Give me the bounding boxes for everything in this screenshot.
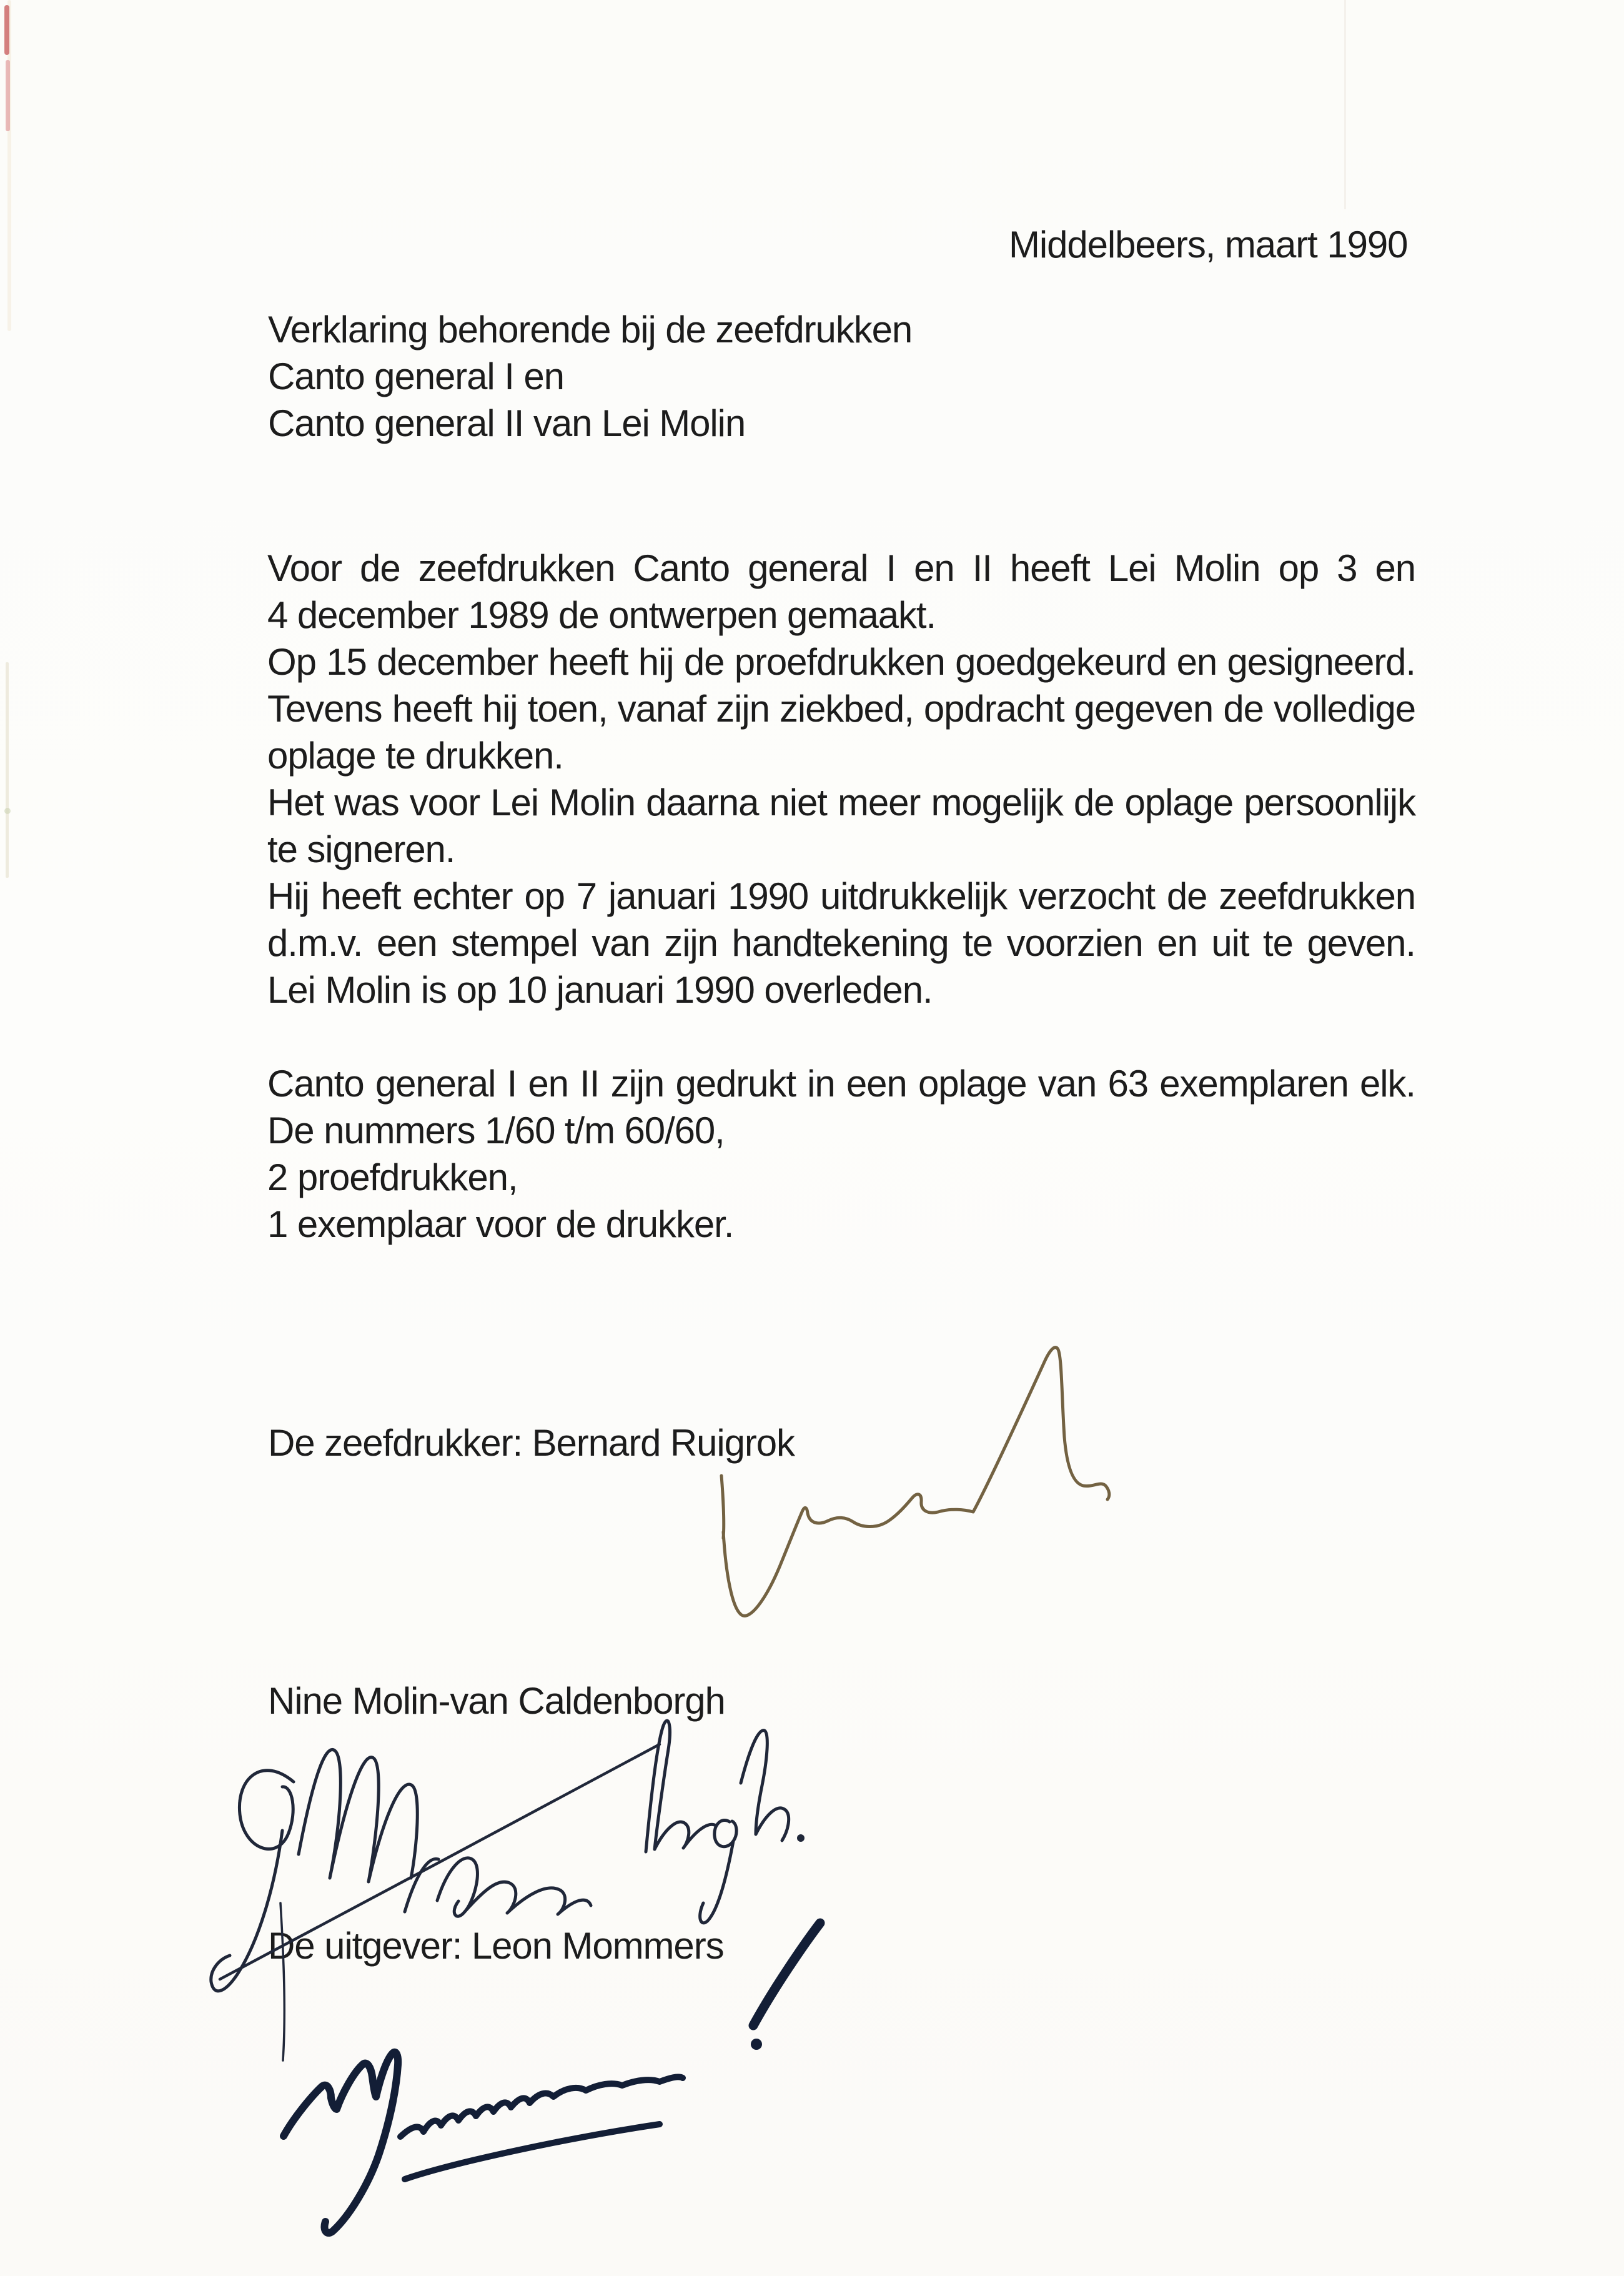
body-line: 4 december 1989 de ontwerpen gemaakt. <box>267 594 936 636</box>
caldenborgh-period-dot <box>797 1834 805 1842</box>
caldenborgh-signature <box>211 1721 805 2060</box>
body-line: De nummers 1/60 t/m 60/60, <box>267 1110 725 1151</box>
body-line: Voor de zeefdrukken Canto general I en II heeft Lei Molin op 3 en <box>267 547 1415 589</box>
heading-line: Canto general I en <box>268 355 564 397</box>
heading-line: Canto general II van Lei Molin <box>268 402 746 444</box>
printer-label: De zeefdrukker: Bernard Ruigrok <box>268 1422 795 1464</box>
body-line: Lei Molin is op 10 januari 1990 overleden. <box>267 969 933 1011</box>
cream-stripe-artifact <box>7 0 11 331</box>
date-line: Middelbeers, maart 1990 <box>1009 224 1408 266</box>
body-line: oplage te drukken. <box>267 735 563 777</box>
publisher-label: De uitgever: Leon Mommers <box>268 1925 724 1967</box>
body-line: Het was voor Lei Molin daarna niet meer mogelijk de oplage persoonlijk <box>267 782 1415 823</box>
mommers-signature <box>284 1923 820 2233</box>
pale-line-artifact <box>6 662 9 878</box>
body-line: Op 15 december heeft hij de proefdrukken goedgekeurd en gesigneerd. <box>267 641 1415 683</box>
exclamation-dot <box>751 2039 762 2050</box>
letter-body <box>267 545 1415 1248</box>
body-line: te signeren. <box>267 828 455 870</box>
exclamation-stroke <box>753 1923 820 2025</box>
body-line: Tevens heeft hij toen, vanaf zijn ziekbed, opdracht gegeven de volledige <box>267 688 1415 730</box>
body-line: d.m.v. een stempel van zijn handtekening te voorzien en uit te geven. <box>267 922 1415 964</box>
widow-label: Nine Molin-van Caldenborgh <box>268 1680 725 1722</box>
speck-artifact <box>4 808 11 814</box>
ruigrok-signature <box>721 1348 1109 1616</box>
heading-line: Verklaring behorende bij de zeefdrukken <box>268 309 913 350</box>
blank-line <box>267 1013 1415 1060</box>
red-mark-top-artifact <box>4 5 9 55</box>
body-line: 2 proefdrukken, <box>267 1156 518 1198</box>
letter-heading <box>268 306 912 447</box>
crease-line-artifact <box>1344 0 1346 209</box>
body-line: Hij heeft echter op 7 januari 1990 uitdrukkelijk verzocht de zeefdrukken <box>267 875 1415 917</box>
body-line: Canto general I en II zijn gedrukt in een oplage van 63 exemplaren elk. <box>267 1063 1415 1105</box>
red-mark-second-artifact <box>6 60 10 131</box>
body-line: 1 exemplaar voor de drukker. <box>267 1203 734 1245</box>
